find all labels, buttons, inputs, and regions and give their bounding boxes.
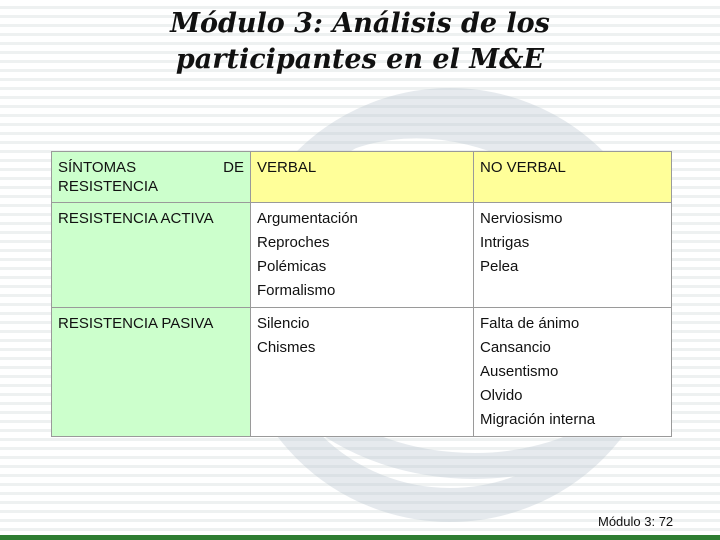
bottom-divider bbox=[0, 535, 720, 540]
table-row bbox=[52, 308, 672, 437]
verbal-cell bbox=[251, 203, 474, 308]
header-symptoms-word: SÍNTOMAS bbox=[58, 159, 137, 176]
header-resistance-word: RESISTENCIA bbox=[58, 178, 159, 195]
header-symptoms-cell bbox=[52, 152, 251, 203]
list-item: Nerviosismo bbox=[480, 210, 563, 227]
title-line-1: Módulo 3: Análisis de los bbox=[170, 8, 550, 39]
header-de-word: DE bbox=[223, 159, 244, 176]
header-no-verbal-cell: NO VERBAL bbox=[474, 152, 672, 203]
list-item: Polémicas bbox=[257, 258, 327, 275]
list-item: Cansancio bbox=[480, 339, 551, 356]
header-verbal-cell: VERBAL bbox=[251, 152, 474, 203]
title-line-2: participantes en el M&E bbox=[175, 44, 545, 75]
list-item: Reproches bbox=[257, 234, 330, 251]
list-item: Argumentación bbox=[257, 210, 358, 227]
list-item: Intrigas bbox=[480, 234, 530, 251]
resistance-symptoms-table bbox=[51, 151, 672, 437]
no-verbal-cell bbox=[474, 308, 672, 437]
list-item: Pelea bbox=[480, 258, 519, 275]
resistance-type-cell: RESISTENCIA ACTIVA bbox=[52, 203, 251, 308]
resistance-type-cell: RESISTENCIA PASIVA bbox=[52, 308, 251, 437]
slide-title bbox=[60, 6, 660, 78]
list-item: Olvido bbox=[480, 387, 523, 404]
list-item: Silencio bbox=[257, 315, 310, 332]
table-row bbox=[52, 203, 672, 308]
list-item: Ausentismo bbox=[480, 363, 559, 380]
table-header-row bbox=[52, 152, 672, 203]
list-item: Migración interna bbox=[480, 411, 596, 428]
list-item: Chismes bbox=[257, 339, 316, 356]
page-number: Módulo 3: 72 bbox=[598, 514, 674, 529]
verbal-cell bbox=[251, 308, 474, 437]
no-verbal-cell bbox=[474, 203, 672, 308]
list-item: Formalismo bbox=[257, 282, 336, 299]
list-item: Falta de ánimo bbox=[480, 315, 580, 332]
